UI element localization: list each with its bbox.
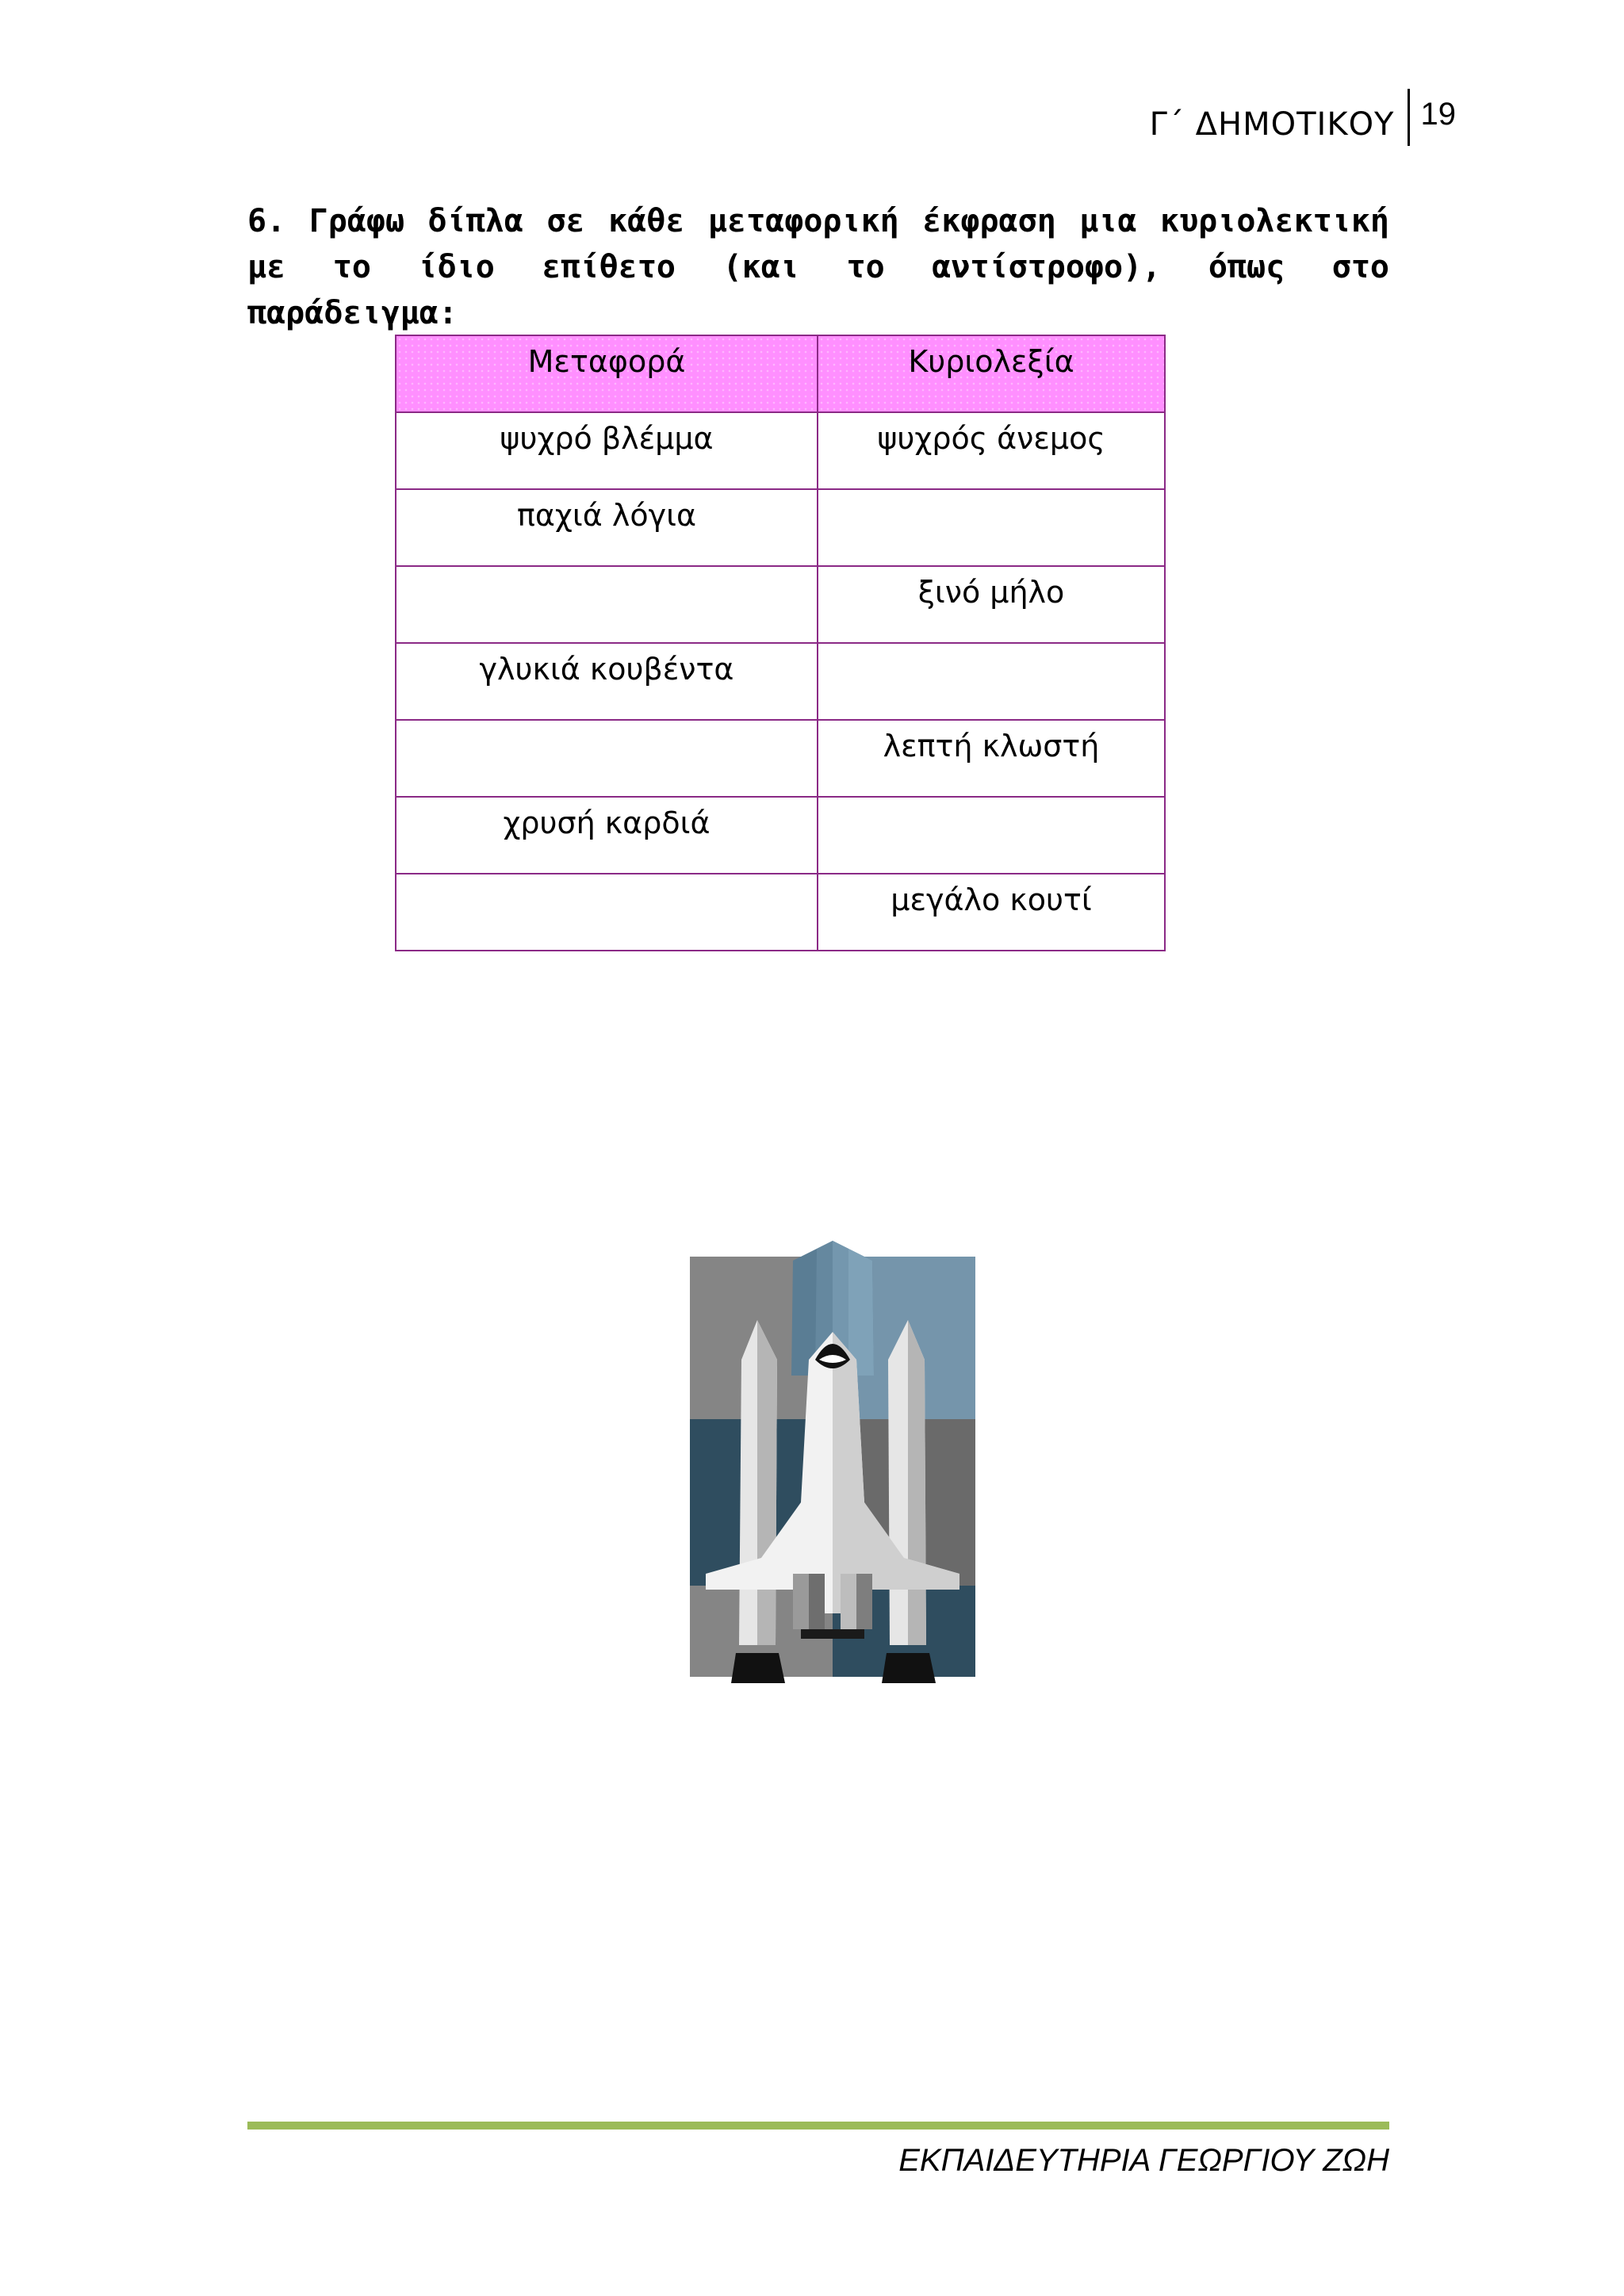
- metaphor-cell[interactable]: [396, 720, 818, 797]
- metaphor-cell: χρυσή καρδιά: [396, 797, 818, 874]
- metaphor-cell: παχιά λόγια: [396, 489, 818, 566]
- metaphor-table: [395, 335, 1166, 951]
- literal-cell: λεπτή κλωστή: [818, 720, 1165, 797]
- metaphor-cell: γλυκιά κουβέντα: [396, 643, 818, 720]
- table-row: [396, 874, 1165, 951]
- footer-text: ΕΚΠΑΙΔΕΥΤΗΡΙΑ ΓΕΩΡΓΙΟΥ ΖΩΗ: [898, 2143, 1389, 2178]
- table-row: [396, 412, 1165, 489]
- exercise-instruction: 6. Γράφω δίπλα σε κάθε μεταφορική έκφραση μια κυριολεκτική με το ίδιο επίθετο (και το αντίστροφο), όπως στο παράδειγμα:: [247, 203, 1389, 331]
- space-shuttle-icon: [690, 1241, 975, 1685]
- literal-cell: μεγάλο κουτί: [818, 874, 1165, 951]
- literal-cell[interactable]: [818, 643, 1165, 720]
- page-header: [1150, 89, 1456, 146]
- metaphor-cell[interactable]: [396, 566, 818, 643]
- literal-cell: ξινό μήλο: [818, 566, 1165, 643]
- table-row: [396, 797, 1165, 874]
- table-header-row: [396, 335, 1165, 412]
- literal-cell[interactable]: [818, 489, 1165, 566]
- table-row: [396, 643, 1165, 720]
- literal-cell[interactable]: [818, 797, 1165, 874]
- table-row: [396, 489, 1165, 566]
- table-row: [396, 566, 1165, 643]
- metaphor-cell[interactable]: [396, 874, 818, 951]
- literal-cell: ψυχρός άνεμος: [818, 412, 1165, 489]
- page-number: 19: [1420, 97, 1456, 132]
- metaphor-cell: ψυχρό βλέμμα: [396, 412, 818, 489]
- header-literal: Κυριολεξία: [818, 335, 1165, 412]
- table-row: [396, 720, 1165, 797]
- footer-line: [247, 2122, 1389, 2130]
- header-metaphor: Μεταφορά: [396, 335, 818, 412]
- page-header-title: Γ΄ ΔΗΜΟΤΙΚΟΥ: [1149, 106, 1395, 143]
